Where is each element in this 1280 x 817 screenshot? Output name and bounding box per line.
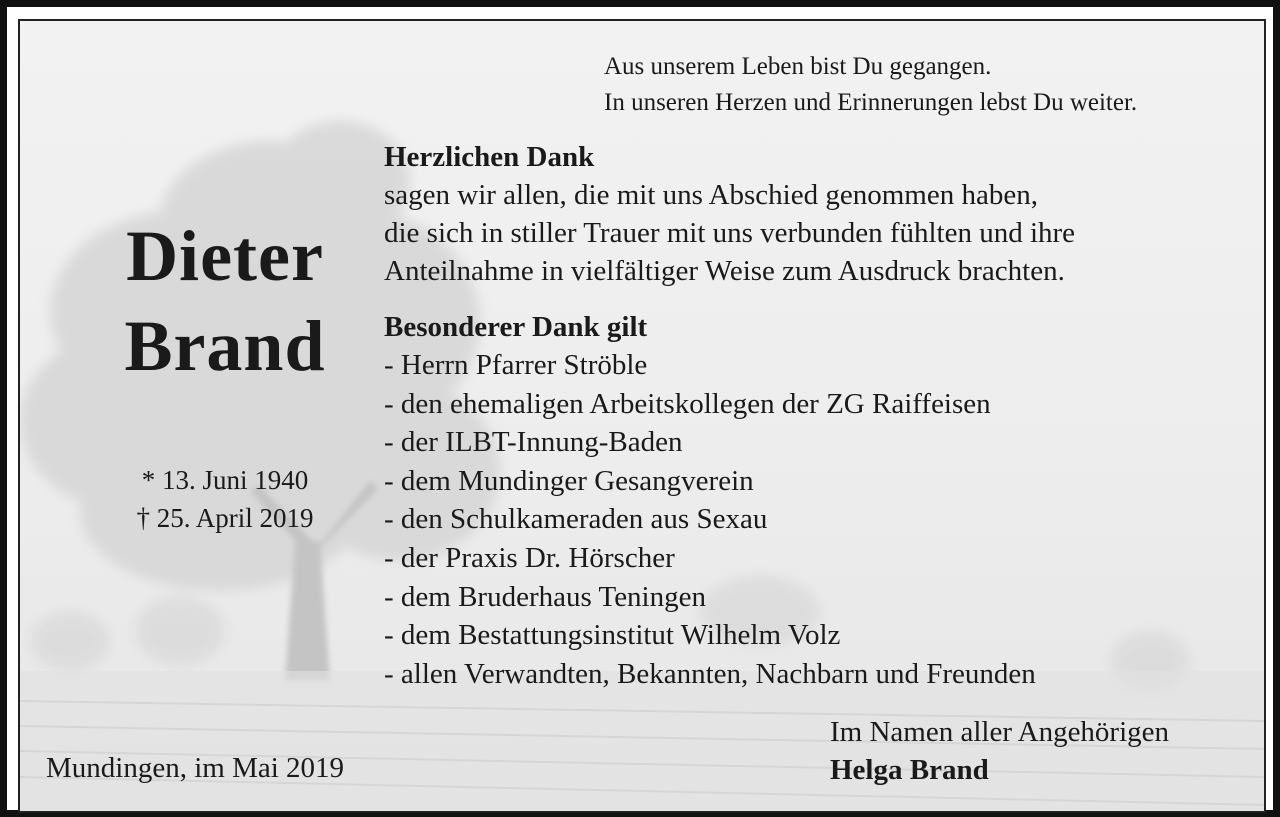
special-thanks-heading: Besonderer Dank gilt bbox=[384, 311, 648, 343]
signoff bbox=[830, 713, 1169, 789]
special-thanks-list bbox=[384, 346, 1036, 693]
list-item: - der ILBT-Innung-Baden bbox=[384, 426, 683, 459]
thanks-line: Anteilnahme in vielfältiger Weise zum Ausdruck brachten. bbox=[384, 255, 1065, 287]
signer-name: Helga Brand bbox=[830, 754, 989, 786]
list-item: - den ehemaligen Arbeitskollegen der ZG Raiffeisen bbox=[384, 387, 991, 420]
list-item: - allen Verwandten, Bekannten, Nachbarn und Freunden bbox=[384, 657, 1036, 690]
list-item: - dem Bestattungsinstitut Wilhelm Volz bbox=[384, 619, 841, 652]
memorial-quote bbox=[604, 49, 1137, 121]
signoff-line: Im Namen aller Angehörigen bbox=[830, 716, 1170, 748]
list-item: - den Schulkameraden aus Sexau bbox=[384, 503, 768, 536]
death-date: † 25. April 2019 bbox=[136, 503, 314, 533]
deceased-last-name: Brand bbox=[124, 306, 326, 386]
life-dates bbox=[80, 461, 370, 537]
thanks-line: die sich in stiller Trauer mit uns verbunden fühlten und ihre bbox=[384, 217, 1076, 249]
thanks-body bbox=[384, 176, 1075, 290]
birth-date: * 13. Juni 1940 bbox=[141, 465, 309, 495]
thanks-line: sagen wir allen, die mit uns Abschied genommen haben, bbox=[384, 179, 1038, 211]
place-and-date: Mundingen, im Mai 2019 bbox=[46, 752, 345, 784]
obituary-card bbox=[18, 19, 1266, 813]
list-item: - dem Mundinger Gesangverein bbox=[384, 464, 754, 497]
list-item: - Herrn Pfarrer Ströble bbox=[384, 349, 648, 381]
thanks-heading: Herzlichen Dank bbox=[384, 141, 595, 173]
deceased-first-name: Dieter bbox=[126, 216, 324, 296]
quote-line-1: Aus unserem Leben bist Du gegangen. bbox=[604, 53, 992, 80]
quote-line-2: In unseren Herzen und Erinnerungen lebst Du weiter. bbox=[604, 89, 1138, 116]
list-item: - der Praxis Dr. Hörscher bbox=[384, 541, 675, 574]
list-item: - dem Bruderhaus Teningen bbox=[384, 580, 706, 613]
